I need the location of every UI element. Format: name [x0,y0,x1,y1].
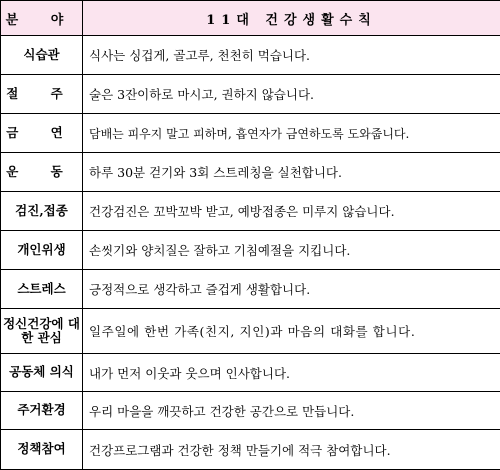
table-row [1,392,500,430]
table-row [1,270,500,309]
rule-cell: 건강검진은 꼬박꼬박 받고, 예방접종은 미루지 않습니다. [83,192,500,231]
rule-cell: 건강프로그램과 건강한 정책 만들기에 적극 참여합니다. [83,430,500,470]
rule-cell: 담배는 피우지 말고 피하며, 흡연자가 금연하도록 도와줍니다. [83,114,500,153]
field-cell: 정책참여 [1,430,83,470]
rule-cell: 술은 3잔이하로 마시고, 권하지 않습니다. [83,75,500,114]
table-row [1,309,500,354]
header-field: 분 야 [1,1,83,36]
table-row [1,153,500,192]
rule-cell: 식사는 싱겁게, 골고루, 천천히 먹습니다. [83,36,500,75]
table-row [1,114,500,153]
rule-cell: 긍정적으로 생각하고 즐겁게 생활합니다. [83,270,500,309]
field-cell: 운 동 [1,153,83,192]
field-cell: 스트레스 [1,270,83,309]
field-cell: 검진,접종 [1,192,83,231]
table-row [1,192,500,231]
rule-cell: 손씻기와 양치질은 잘하고 기침예절을 지킵니다. [83,231,500,270]
field-cell: 정신건강에 대한 관심 [1,309,83,354]
field-cell: 금 연 [1,114,83,153]
rule-cell: 내가 먼저 이웃과 웃으며 인사합니다. [83,354,500,392]
rule-cell: 하루 30분 걷기와 3회 스트레칭을 실천합니다. [83,153,500,192]
table-row [1,354,500,392]
rule-cell: 일주일에 한번 가족(친지, 지인)과 마음의 대화를 합니다. [83,309,500,354]
field-cell: 공동체 의식 [1,354,83,392]
table-header-row [1,1,500,36]
field-cell: 식습관 [1,36,83,75]
rule-cell: 우리 마을을 깨끗하고 건강한 공간으로 만듭니다. [83,392,500,430]
table-row [1,36,500,75]
table-row [1,430,500,470]
field-cell: 개인위생 [1,231,83,270]
field-cell: 절 주 [1,75,83,114]
field-cell: 주거환경 [1,392,83,430]
table-row [1,75,500,114]
header-rules-title: 11대 건강생활수칙 [83,1,500,36]
table-row [1,231,500,270]
